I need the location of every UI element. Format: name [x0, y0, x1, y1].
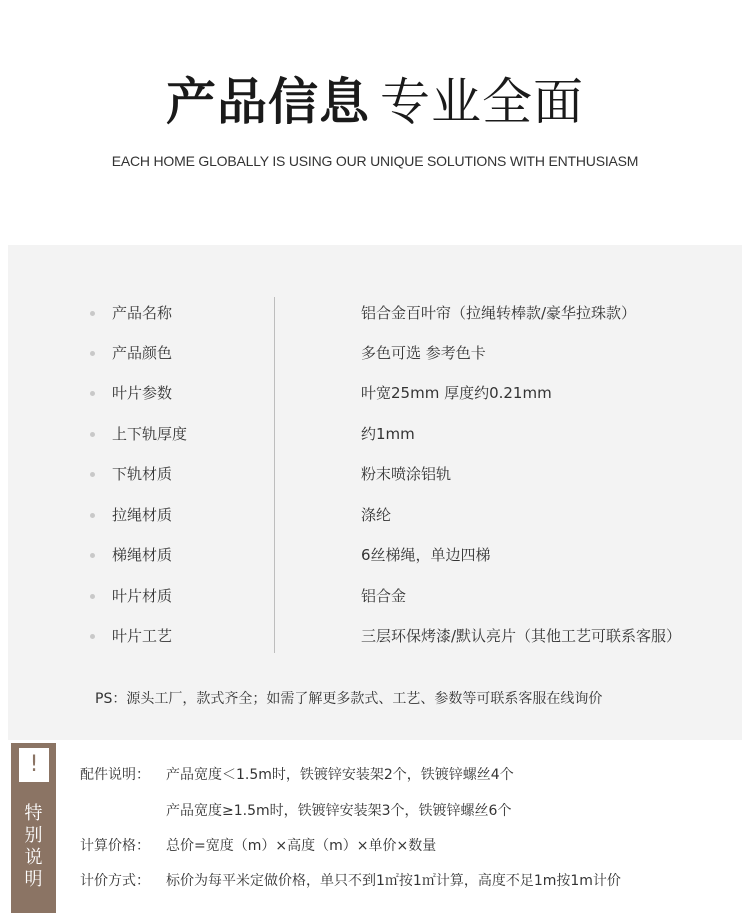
spec-key: 叶片材质: [112, 587, 173, 605]
title-light: 专业全面: [380, 73, 584, 131]
ps-note: PS：源头工厂，款式齐全；如需了解更多款式、工艺、参数等可联系客服在线询价: [95, 691, 603, 707]
note-value: 标价为每平米定做价格，单只不到1㎡按1㎡计算，高度不足1m按1m计价: [166, 873, 621, 889]
spec-value: 6丝梯绳，单边四梯: [361, 546, 491, 564]
spec-key: 拉绳材质: [112, 506, 173, 524]
spec-panel: [8, 245, 742, 740]
spec-table: [8, 245, 742, 685]
spec-row: [8, 503, 742, 527]
spec-row: [8, 462, 742, 486]
bullet-icon: [90, 311, 95, 316]
spec-value: 铝合金: [361, 587, 407, 605]
spec-key: 产品名称: [112, 304, 173, 322]
page-title: [0, 70, 750, 134]
spec-value: 三层环保烤漆/默认亮片（其他工艺可联系客服）: [361, 627, 682, 645]
note-key: 计算价格：: [80, 838, 150, 854]
spec-row: [8, 422, 742, 446]
note-value: 总价=宽度（m）×高度（m）×单价×数量: [166, 838, 437, 854]
bullet-icon: [90, 634, 95, 639]
spec-key: 下轨材质: [112, 465, 173, 483]
side-label-char: 说: [24, 847, 43, 868]
note-key: 配件说明：: [80, 767, 150, 783]
notes-side-label: [11, 803, 56, 891]
spec-value: 铝合金百叶帘（拉绳转棒款/豪华拉珠款）: [361, 304, 637, 322]
spec-row: [8, 584, 742, 608]
notes-sidebar: [11, 743, 56, 913]
bullet-icon: [90, 594, 95, 599]
side-label-char: 别: [24, 825, 43, 846]
page-subtitle: EACH HOME GLOBALLY IS USING OUR UNIQUE SOLUTIONS WITH ENTHUSIASM: [111, 153, 639, 169]
side-label-char: 特: [24, 803, 43, 824]
title-bold: 产品信息: [166, 73, 370, 131]
bullet-icon: [90, 432, 95, 437]
spec-row: [8, 624, 742, 648]
special-notes: [8, 743, 742, 913]
spec-key: 叶片参数: [112, 384, 173, 402]
spec-value: 叶宽25mm 厚度约0.21mm: [361, 384, 552, 402]
bullet-icon: [90, 553, 95, 558]
spec-key: 产品颜色: [112, 344, 173, 362]
spec-value: 多色可选 参考色卡: [361, 344, 486, 362]
bullet-icon: [90, 391, 95, 396]
spec-value: 约1mm: [361, 425, 415, 443]
spec-row: [8, 301, 742, 325]
bullet-icon: [90, 513, 95, 518]
spec-key: 上下轨厚度: [112, 425, 188, 443]
spec-key: 梯绳材质: [112, 546, 173, 564]
note-key: 计价方式：: [80, 873, 150, 889]
spec-key: 叶片工艺: [112, 627, 173, 645]
spec-row: [8, 381, 742, 405]
side-label-char: 明: [24, 869, 43, 890]
spec-value: 粉末喷涂铝轨: [361, 465, 452, 483]
header: [0, 0, 750, 245]
exclamation-icon: !: [19, 748, 49, 782]
note-value: 产品宽度＜1.5m时，铁镀锌安装架2个，铁镀锌螺丝4个: [166, 767, 514, 783]
bullet-icon: [90, 472, 95, 477]
spec-row: [8, 341, 742, 365]
spec-row: [8, 543, 742, 567]
note-value: 产品宽度≥1.5m时，铁镀锌安装架3个，铁镀锌螺丝6个: [166, 803, 512, 819]
bullet-icon: [90, 351, 95, 356]
spec-value: 涤纶: [361, 506, 392, 524]
